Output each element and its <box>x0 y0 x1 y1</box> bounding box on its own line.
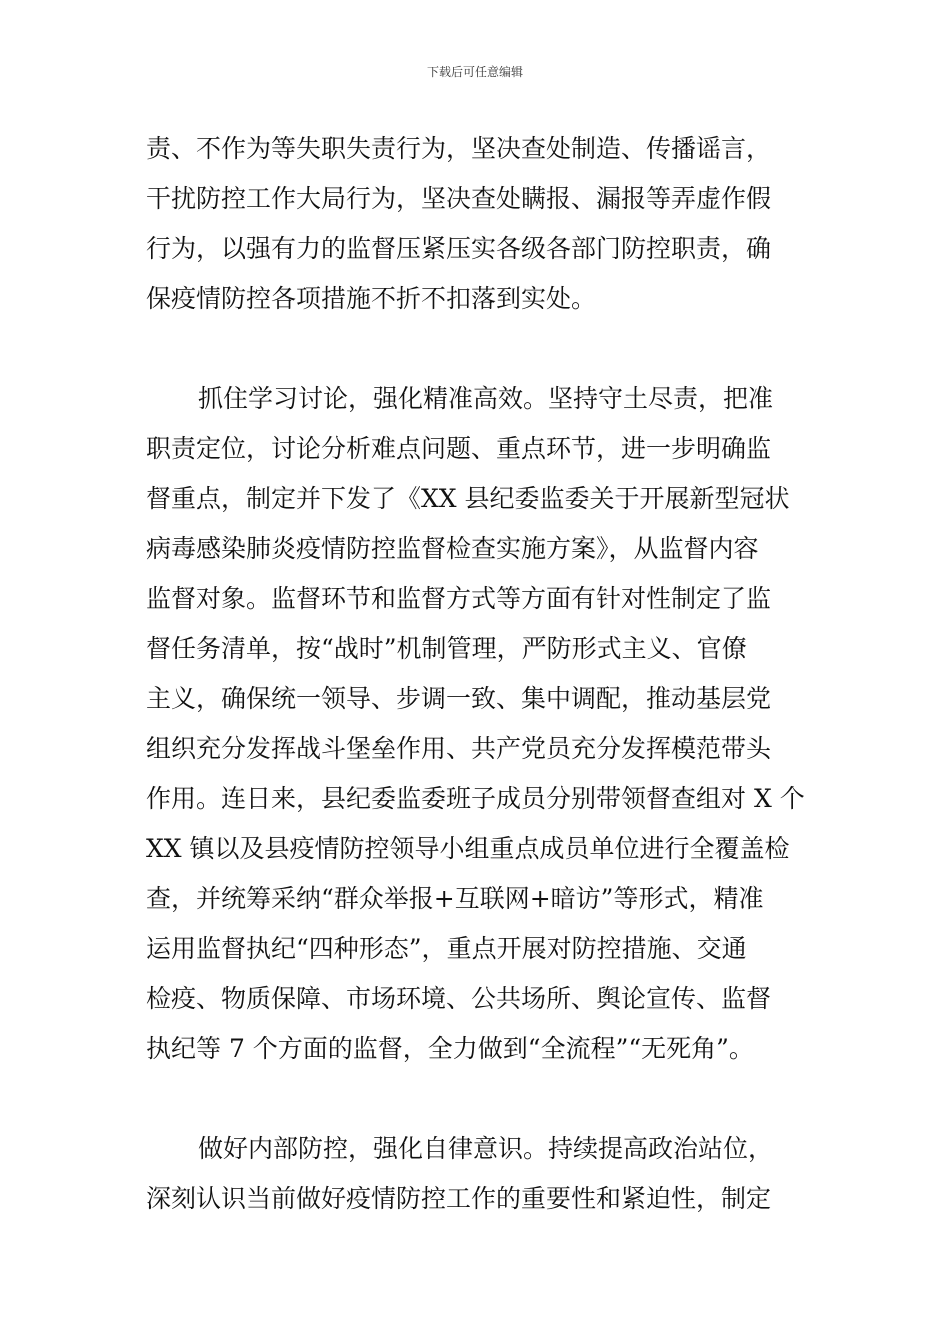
page-header: 下载后可任意编辑 <box>426 65 523 79</box>
text-line: 执纪等 7 个方面的监督，全力做到“全流程”“无死角”。 <box>146 1034 754 1063</box>
text-line: 职责定位，讨论分析难点问题、重点环节，进一步明确监 <box>146 434 772 463</box>
text-line: 主义，确保统一领导、步调一致、集中调配，推动基层党 <box>146 684 772 713</box>
text-line: 查，并统筹采纳“群众举报+互联网+暗访”等形式，精准 <box>146 884 764 913</box>
text-line: 干扰防控工作大局行为，坚决查处瞒报、漏报等弄虚作假 <box>146 184 772 213</box>
text-line: 抓住学习讨论，强化精准高效。坚持守土尽责，把准 <box>198 384 774 413</box>
text-line: 运用监督执纪“四种形态”，重点开展对防控措施、交通 <box>146 934 747 963</box>
text-line: 做好内部防控，强化自律意识。持续提高政治站位， <box>198 1134 774 1163</box>
text-line: 责、不作为等失职失责行为，坚决查处制造、传播谣言， <box>146 134 772 163</box>
text-line: 督任务清单，按“战时”机制管理，严防形式主义、官僚 <box>146 634 747 663</box>
text-line: XX 镇以及县疫情防控领导小组重点成员单位进行全覆盖检 <box>146 834 790 863</box>
text-line: 保疫情防控各项措施不折不扣落到实处。 <box>146 284 597 313</box>
text-line: 作用。连日来，县纪委监委班子成员分别带领督查组对 X 个 <box>146 784 805 813</box>
text-line: 组织充分发挥战斗堡垒作用、共产党员充分发挥模范带头 <box>146 734 772 763</box>
text-line: 病毒感染肺炎疫情防控监督检查实施方案》，从监督内容 <box>146 534 759 563</box>
text-line: 检疫、物质保障、市场环境、公共场所、舆论宣传、监督 <box>146 984 772 1013</box>
text-line: 监督对象。监督环节和监督方式等方面有针对性制定了监 <box>146 584 772 613</box>
text-line: 行为，以强有力的监督压紧压实各级各部门防控职责，确 <box>146 234 772 263</box>
text-line: 督重点，制定并下发了《XX 县纪委监委关于开展新型冠状 <box>146 484 790 513</box>
text-line: 深刻认识当前做好疫情防控工作的重要性和紧迫性，制定 <box>146 1184 772 1213</box>
